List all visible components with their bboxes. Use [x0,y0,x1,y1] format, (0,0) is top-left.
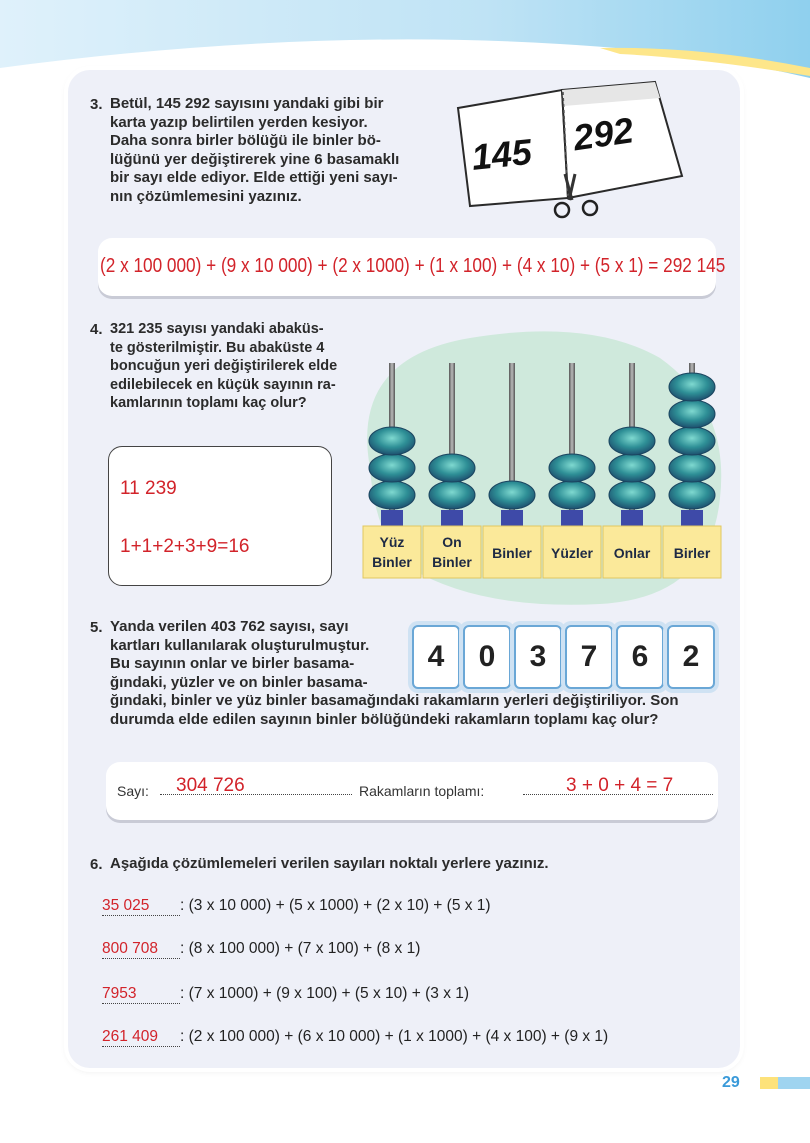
q4-line: 321 235 sayısı yandaki abaküs- [110,321,324,337]
page-marker-blue [778,1077,810,1089]
q5-line: kartları kullanılarak oluşturulmuştur. [110,636,370,654]
abacus-bead [369,454,415,482]
cut-card-illustration [450,78,710,228]
abacus-place-label: On [442,534,462,550]
abacus-bead [669,400,715,428]
digit-card: 0 [463,625,511,689]
q5-line: ğındaki, yüzler ve on binler basama- [110,673,368,691]
q6-expression: : (2 x 100 000) + (6 x 10 000) + (1 x 1000) + (4 x 100) + (9 x 1) [180,1028,609,1045]
q5-line: durumda elde edilen sayının binler bölüğündeki rakamların toplamı kaç olur? [110,710,659,728]
q6-row [102,1028,608,1047]
q6-row [102,985,469,1004]
q5-text-full [110,692,730,729]
abacus-rod-base [621,510,643,526]
q3-line: bir sayı elde ediyor. Elde ettiği yeni sayı- [110,169,398,186]
digit-card: 2 [667,625,715,689]
sayi-label: Sayı: [117,783,149,799]
digit-card: 3 [514,625,562,689]
abacus-place-label: Birler [673,545,711,561]
q6-answer: 35 025 [102,897,180,916]
q4-number: 4. [90,321,103,338]
abacus-rod-base [561,510,583,526]
q4-line: boncuğun yeri değiştirilerek elde [110,358,338,374]
q5-text [110,618,400,692]
abacus-bead [429,481,475,509]
q6-title: Aşağıda çözümlemeleri verilen sayıları noktalı yerlere yazınız. [110,855,549,872]
abacus-place-label: Binler [372,554,412,570]
abacus-bead [609,454,655,482]
digit-card: 4 [412,625,460,689]
toplam-answer: 3 + 0 + 4 = 7 [566,775,674,796]
abacus-bead [669,373,715,401]
q3-text [110,95,445,206]
abacus-place-label: Onlar [613,545,651,561]
q5-line: Bu sayının onlar ve birler basama- [110,655,355,672]
q6-answer: 800 708 [102,940,180,959]
q6-expression: : (3 x 10 000) + (5 x 1000) + (2 x 10) + (5 x 1) [180,897,491,914]
q6-answer: 261 409 [102,1028,180,1047]
q6-row [102,940,420,959]
q5-line: Yanda verilen 403 762 sayısı, sayı [110,618,349,635]
abacus-bead [489,481,535,509]
abacus-bead [669,427,715,455]
q3-answer: (2 x 100 000) + (9 x 10 000) + (2 x 1000) + (1 x 100) + (4 x 10) + (5 x 1) = 292 145 [100,255,726,277]
q3-line: Daha sonra birler bölüğü ile binler bö- [110,132,381,149]
q4-line: te gösterilmiştir. Bu abaküste 4 [110,339,325,356]
q4-answer-sum: 1+1+2+3+9=16 [120,536,250,557]
q4-line: kamlarının toplamı kaç olur? [110,395,307,411]
toplam-label: Rakamların toplamı: [359,783,485,799]
q5-line: ğındaki, binler ve yüz binler basamağındaki rakamların yerleri değiştiriliyor. Son [110,692,679,709]
q6-row [102,897,491,916]
abacus-bead [369,427,415,455]
abacus-place-label: Yüz [379,534,405,550]
q6-expression: : (7 x 1000) + (9 x 100) + (5 x 10) + (3 x 1) [180,985,470,1002]
card-left-number: 145 [469,130,534,178]
q3-line: karta yazıp belirtilen yerden kesiyor. [110,113,368,131]
page-number: 29 [722,1074,740,1091]
abacus [360,355,730,585]
abacus-bead [549,481,595,509]
q4-line: edilebilecek en küçük sayının ra- [110,376,336,393]
digit-card: 7 [565,625,613,689]
q3-line: lüğünü yer değiştirerek yine 6 basamaklı [110,150,400,168]
q4-answer-number: 11 239 [120,478,177,499]
q6-number: 6. [90,856,103,873]
q3-line: nın çözümlemesini yazınız. [110,187,302,205]
q4-answer-box [108,446,332,586]
abacus-rod-base [681,510,703,526]
abacus-place-label: Yüzler [550,545,594,561]
abacus-rod-base [381,510,403,526]
abacus-bead [609,481,655,509]
abacus-place-label: Binler [432,554,472,570]
abacus-rod-base [501,510,523,526]
sayi-answer: 304 726 [176,775,245,796]
digit-card: 6 [616,625,664,689]
abacus-bead [669,481,715,509]
q6-answer: 7953 [102,985,180,1004]
abacus-bead [549,454,595,482]
q5-number: 5. [90,619,103,636]
abacus-bead [669,454,715,482]
q6-expression: : (8 x 100 000) + (7 x 100) + (8 x 1) [180,940,421,957]
abacus-place-label: Binler [492,545,532,561]
abacus-bead [429,454,475,482]
abacus-bead [369,481,415,509]
page-marker-yellow [760,1077,778,1089]
q3-number: 3. [90,96,103,113]
abacus-bead [609,427,655,455]
abacus-rod-base [441,510,463,526]
card-right-number: 292 [570,109,636,159]
q3-line: Betül, 145 292 sayısını yandaki gibi bir [110,95,384,112]
